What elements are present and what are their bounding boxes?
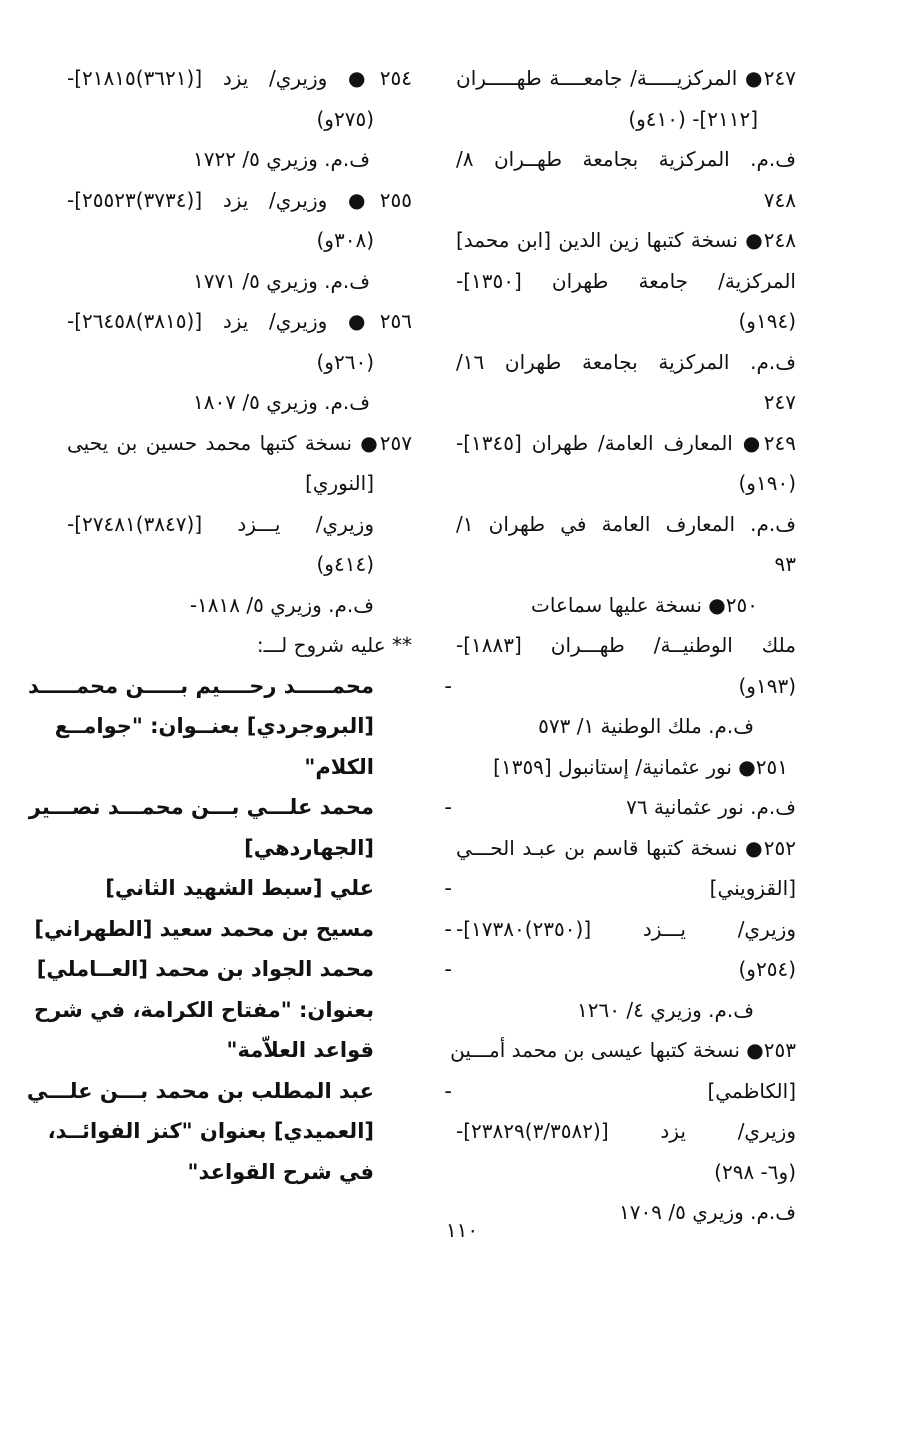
text-line <box>67 139 412 180</box>
line-text: محمـــــد رحــــيم بـــــن محمـــــد <box>27 673 374 698</box>
line-text: (١٩٠و) <box>738 471 796 495</box>
text-line <box>67 544 412 585</box>
line-text: ٩٣ <box>774 552 796 576</box>
text-line <box>456 787 796 828</box>
text-line <box>67 180 412 221</box>
line-text: ٢٥٤● وزيري/ يزد [(٣٦٢١)٢١٨١٥]- <box>67 66 412 90</box>
text-line <box>456 180 796 221</box>
text-line <box>67 625 412 666</box>
text-line <box>33 990 412 1031</box>
line-text: ٢٤٧ <box>763 390 796 414</box>
text-line <box>67 1152 412 1193</box>
line-text: ف.م. المركزية بجامعة طهران ١٦/ <box>456 349 796 374</box>
text-line <box>450 1030 796 1071</box>
line-text: ف.م. وزيري ٥/ ١٧٢٢ <box>193 147 370 171</box>
line-text: وزيري/ يـــزد [(٣٨٤٧)٢٧٤٨١]- <box>67 511 374 536</box>
line-text: ٢٤٧● المركزيـــــة/ جامعــــة طهـــــران <box>456 66 796 90</box>
line-text: [الجهاردهي] <box>244 835 374 860</box>
text-line <box>456 463 796 504</box>
line-text: مسيح بن محمد سعيد [الطهراني] <box>34 916 374 941</box>
text-line <box>47 1111 412 1152</box>
dash-bullet: - <box>444 957 452 981</box>
left-column <box>26 58 452 1192</box>
text-line <box>67 382 412 423</box>
line-text: (١٩٣و) <box>738 673 796 698</box>
dash-bullet: - <box>444 673 452 698</box>
line-text: الكلام" <box>304 754 374 779</box>
text-line <box>456 949 796 990</box>
line-text: ٢٥٦● وزيري/ يزد [(٣٨١٥)٢٦٤٥٨]- <box>67 309 412 333</box>
text-line <box>54 706 412 747</box>
line-text: ** عليه شروح لـــ: <box>256 633 412 657</box>
line-text: ملك الوطنيــة/ طهـــران [١٨٨٣]- <box>456 633 796 657</box>
text-line <box>67 868 452 909</box>
text-line <box>67 301 412 342</box>
dash-bullet: - <box>444 795 452 819</box>
line-text: ف.م. وزيري ٥/ ١٧٠٩ <box>619 1200 796 1224</box>
text-line <box>456 909 796 950</box>
text-line <box>456 828 796 869</box>
text-line <box>456 139 796 180</box>
line-text: ف.م. المركزية بجامعة طهــران ٨/ <box>456 147 796 171</box>
text-line <box>456 1071 796 1112</box>
line-text: المركزية/ جامعة طهران [١٣٥٠]- <box>456 268 796 293</box>
line-text: ف.م. نور عثمانية ٧٦ <box>626 795 796 819</box>
text-line <box>67 58 412 99</box>
text-line <box>456 1152 796 1193</box>
line-text: (١٩٤و) <box>738 309 796 333</box>
text-line <box>456 220 796 261</box>
text-line <box>67 99 412 140</box>
line-text: ف.م. وزيري ٥/ ١٨١٨- <box>189 592 374 617</box>
line-text: [البروجردي] بعنــوان: "جوامــع <box>54 714 374 738</box>
text-line <box>67 1030 412 1071</box>
line-text: ٢٥٧● نسخة كتبها محمد حسين بن يحيى <box>67 430 412 455</box>
line-text: ٢٥١● نور عثمانية/ إستانبول [١٣٥٩] <box>493 754 788 779</box>
line-text: ف.م. وزيري ٥/ ١٧٧١ <box>193 268 370 293</box>
text-line <box>456 58 796 99</box>
text-line <box>456 625 796 666</box>
dash-bullet: - <box>444 876 452 900</box>
text-line <box>27 666 452 707</box>
text-line <box>67 747 412 788</box>
line-text: قواعد العلاّمة" <box>226 1038 374 1062</box>
line-text: ٢٥٥● وزيري/ يزد [(٣٧٣٤)٢٥٥٢٣]- <box>67 187 412 212</box>
dash-bullet: - <box>444 916 452 941</box>
text-line <box>67 342 412 383</box>
line-text: ٢٤٨● نسخة كتبها زين الدين [ابن محمد] <box>456 228 796 252</box>
line-text: ف.م. المعارف العامة في طهران ١/ <box>456 511 796 536</box>
text-line <box>456 544 796 585</box>
text-line <box>26 1071 452 1112</box>
line-text: وزيري/ يـــزد [(٢٣٥٠)١٧٣٨٠]- <box>456 916 796 941</box>
line-text: في شرح القواعد" <box>187 1159 374 1184</box>
line-text: [النوري] <box>305 471 374 495</box>
line-text: (٤١٤و) <box>316 552 374 576</box>
line-text: ف.م. وزيري ٥/ ١٨٠٧ <box>193 390 370 414</box>
line-text: [الكاظمي] <box>707 1078 796 1103</box>
line-text: ٧٤٨ <box>763 187 796 212</box>
text-line <box>456 666 796 707</box>
text-line <box>456 423 796 464</box>
text-line <box>456 382 796 423</box>
line-text: (٣٠٨و) <box>316 228 374 252</box>
text-line <box>456 301 796 342</box>
page-number: ١١٠ <box>445 1218 479 1242</box>
text-line <box>456 585 796 626</box>
line-text: (٢٧٥و) <box>316 106 374 131</box>
text-line <box>456 1111 796 1152</box>
text-line <box>456 342 796 383</box>
text-line <box>456 868 796 909</box>
line-text: ٢٤٩● المعارف العامة/ طهران [١٣٤٥]- <box>456 430 796 455</box>
text-line <box>67 504 412 545</box>
text-line <box>456 504 796 545</box>
line-text: علي [سبط الشهيد الثاني] <box>105 876 374 900</box>
line-text: (و٦- ٢٩٨) <box>714 1159 796 1184</box>
text-line <box>456 990 796 1031</box>
text-line <box>456 706 796 747</box>
text-line <box>67 423 412 464</box>
line-text: (٢٦٠و) <box>316 349 374 374</box>
text-line <box>36 949 452 990</box>
text-line <box>456 99 796 140</box>
line-text: ف.م. ملك الوطنية ١/ ٥٧٣ <box>538 714 754 738</box>
line-text: (٢٥٤و) <box>738 957 796 981</box>
dash-bullet: - <box>444 1078 452 1103</box>
text-line <box>67 261 412 302</box>
text-line <box>456 261 796 302</box>
line-text: ٢٥٢● نسخة كتبها قاسم بن عبـد الحـــي <box>456 835 796 860</box>
line-text: ٢٥٠● نسخة عليها سماعات <box>531 592 758 617</box>
line-text: محمد علـــي بـــن محمـــد نصـــير <box>28 795 374 819</box>
text-line <box>67 463 412 504</box>
text-line <box>67 828 412 869</box>
text-line <box>67 585 412 626</box>
line-text: بعنوان: "مفتاح الكرامة، في شرح <box>33 997 374 1022</box>
line-text: [٢١١٢]- (٤١٠و) <box>628 106 758 131</box>
text-line <box>28 787 452 828</box>
line-text: [القزويني] <box>709 876 796 900</box>
line-text: محمد الجواد بن محمد [العــاملي] <box>36 957 374 981</box>
line-text: ٢٥٣● نسخة كتبها عيسى بن محمد أمـــين <box>450 1038 796 1062</box>
text-line <box>34 909 452 950</box>
line-text: وزيري/ يزد [(٣/٣٥٨٢)٢٣٨٢٩]- <box>456 1119 796 1143</box>
line-text: [العميدي] بعنوان "كنز الفوائــد، <box>47 1119 374 1143</box>
line-text: ف.م. وزيري ٤/ ١٢٦٠ <box>577 997 754 1022</box>
line-text: عبد المطلب بن محمد بـــن علـــي <box>26 1078 374 1103</box>
text-line <box>456 747 796 788</box>
text-line <box>67 220 412 261</box>
